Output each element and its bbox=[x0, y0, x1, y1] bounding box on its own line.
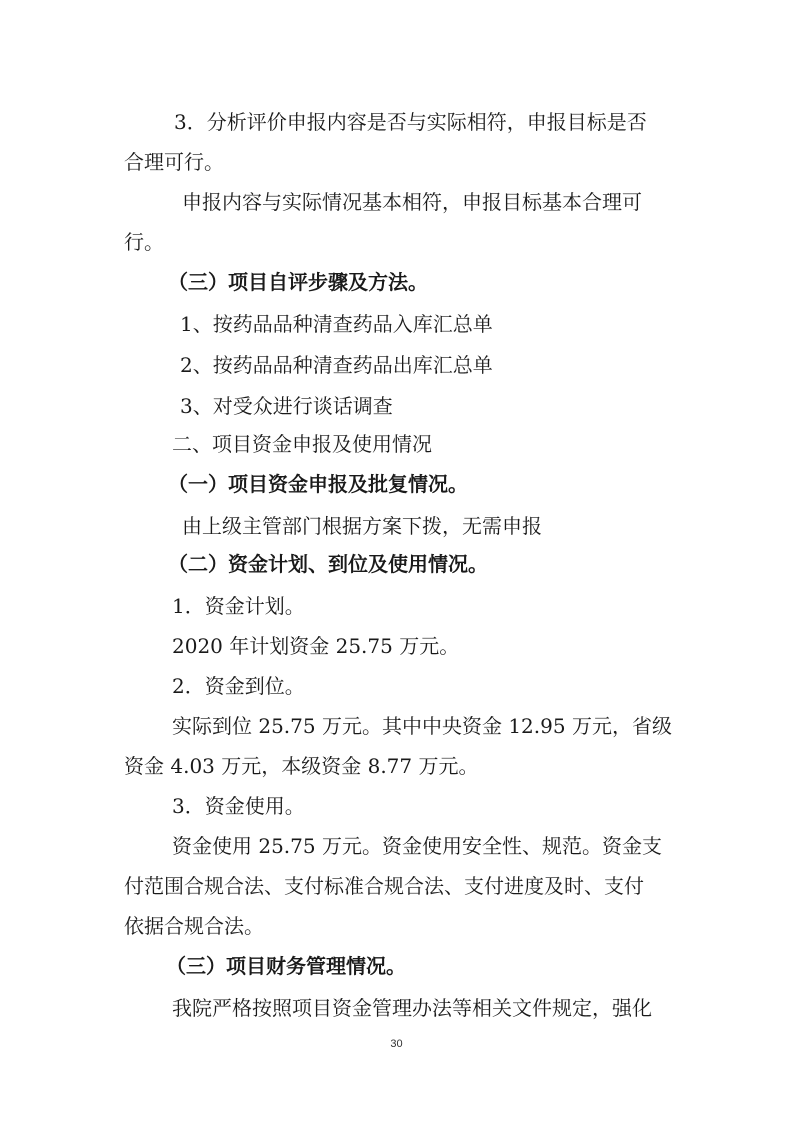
paragraph-conformity-cont: 行。 bbox=[124, 230, 164, 254]
paragraph-planned-amount: 2020 年计划资金 25.75 万元。 bbox=[172, 634, 460, 658]
paragraph-actual-arrival: 实际到位 25.75 万元。其中中央资金 12.95 万元，省级 bbox=[172, 714, 672, 738]
item-2-fund-arrival: 2．资金到位。 bbox=[172, 674, 305, 698]
paragraph-allocation: 由上级主管部门根据方案下拨，无需申报 bbox=[182, 514, 542, 538]
heading-self-evaluation-steps: （三）项目自评步骤及方法。 bbox=[168, 270, 428, 294]
paragraph-fund-use: 资金使用 25.75 万元。资金使用安全性、规范。资金支 bbox=[172, 834, 662, 858]
paragraph-fund-use-cont-2: 依据合规合法。 bbox=[124, 914, 264, 938]
item-1-fund-plan: 1．资金计划。 bbox=[172, 594, 305, 618]
step-1: 1、按药品品种清查药品入库汇总单 bbox=[180, 312, 493, 336]
paragraph-actual-arrival-cont: 资金 4.03 万元，本级资金 8.77 万元。 bbox=[124, 754, 479, 778]
step-2: 2、按药品品种清查药品出库汇总单 bbox=[180, 353, 493, 377]
item-3-fund-use: 3．资金使用。 bbox=[172, 794, 305, 818]
heading-fund-plan: （二）资金计划、到位及使用情况。 bbox=[168, 552, 488, 576]
paragraph-conformity: 申报内容与实际情况基本相符，申报目标基本合理可 bbox=[182, 190, 642, 214]
page-number: 30 bbox=[390, 1038, 403, 1050]
heading-fund-approval: （一）项目资金申报及批复情况。 bbox=[168, 472, 468, 496]
paragraph-management: 我院严格按照项目资金管理办法等相关文件规定，强化 bbox=[172, 996, 652, 1020]
item-3-analysis: 3．分析评价申报内容是否与实际相符，申报目标是否 bbox=[174, 110, 647, 134]
step-3: 3、对受众进行谈话调查 bbox=[180, 394, 393, 418]
heading-fund-application: 二、项目资金申报及使用情况 bbox=[172, 432, 432, 456]
heading-financial-management: （三）项目财务管理情况。 bbox=[166, 954, 406, 978]
paragraph-fund-use-cont-1: 付范围合规合法、支付标准合规合法、支付进度及时、支付 bbox=[124, 874, 644, 898]
item-3-analysis-cont: 合理可行。 bbox=[124, 150, 224, 174]
